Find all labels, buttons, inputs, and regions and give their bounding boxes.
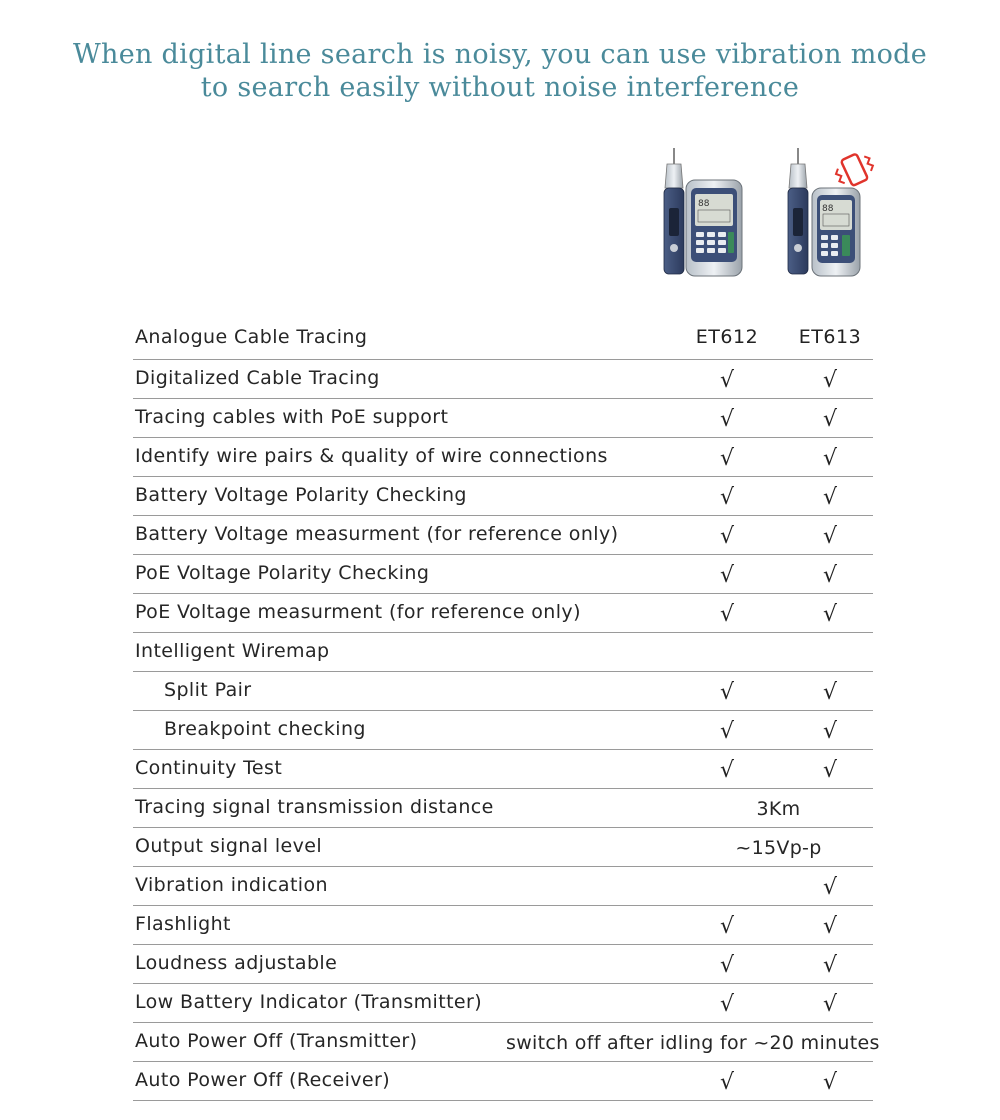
feature-label: Output signal level [135,835,323,857]
feature-label: Identify wire pairs & quality of wire connections [135,445,608,467]
feature-label: Tracing cables with PoE support [135,406,449,428]
et613-device-image [782,148,882,280]
table-row [133,1062,873,1101]
et613-screen-text: 88 [822,204,834,214]
feature-label: Continuity Test [135,757,283,779]
et612-check: √ [719,680,735,705]
et612-check: √ [719,368,735,393]
header-feature-label: Analogue Cable Tracing [135,326,368,348]
et613-check: √ [822,875,838,900]
et613-check: √ [822,563,838,588]
et613-check: √ [822,719,838,744]
feature-label: Tracing signal transmission distance [135,796,494,818]
table-row [133,984,873,1023]
table-row [133,750,873,789]
et612-check: √ [719,524,735,549]
et612-check: √ [719,485,735,510]
feature-label: Vibration indication [135,874,328,896]
vibration-phone-icon [832,149,877,190]
et612-check: √ [719,719,735,744]
et613-check: √ [822,524,838,549]
table-row [133,516,873,555]
table-header-row [133,319,873,360]
feature-label: Auto Power Off (Transmitter) [135,1030,418,1052]
et613-check: √ [822,485,838,510]
table-row [133,594,873,633]
feature-label: PoE Voltage Polarity Checking [135,562,430,584]
et612-check: √ [719,563,735,588]
et613-check: √ [822,953,838,978]
headline-line-2: to search easily without noise interference [200,72,800,103]
et613-check: √ [822,368,838,393]
comparison-table [133,319,880,1101]
table-row [133,945,873,984]
feature-label: Intelligent Wiremap [135,640,330,662]
table-row [133,1023,880,1062]
feature-label: Battery Voltage measurment (for reference only) [135,523,619,545]
feature-label: Battery Voltage Polarity Checking [135,484,467,506]
feature-label: Split Pair [164,679,252,701]
et612-check: √ [719,446,735,471]
et613-check: √ [822,602,838,627]
et612-check: √ [719,914,735,939]
table-row [133,711,873,750]
et612-device-image [658,148,748,280]
feature-label: Low Battery Indicator (Transmitter) [135,991,483,1013]
table-row [133,555,873,594]
et613-check: √ [822,758,838,783]
shared-value: switch off after idling for ~20 minutes [506,1032,880,1054]
table-row [133,867,873,906]
feature-label: Auto Power Off (Receiver) [135,1069,391,1091]
headline [0,38,1000,104]
et613-check: √ [822,1070,838,1095]
feature-label: Flashlight [135,913,231,935]
table-row [133,438,873,477]
et612-check: √ [719,758,735,783]
et612-check: √ [719,953,735,978]
table-row [133,477,873,516]
et612-check: √ [719,602,735,627]
shared-value: ~15Vp-p [735,837,822,859]
feature-label: Digitalized Cable Tracing [135,367,380,389]
table-row [133,399,873,438]
table-row [133,906,873,945]
headline-line-1: When digital line search is noisy, you can use vibration mode [72,39,928,70]
header-et613: ET613 [798,326,862,348]
et612-screen-text: 88 [698,199,710,209]
table-row [133,672,873,711]
table-row [133,633,873,672]
feature-label: PoE Voltage measurment (for reference only) [135,601,581,623]
table-row [133,789,873,828]
et613-check: √ [822,992,838,1017]
et613-check: √ [822,680,838,705]
et612-check: √ [719,407,735,432]
shared-value: 3Km [756,798,801,820]
et613-check: √ [822,446,838,471]
feature-label: Loudness adjustable [135,952,338,974]
et613-check: √ [822,407,838,432]
header-et612: ET612 [695,326,759,348]
et612-check: √ [719,992,735,1017]
et612-check: √ [719,1070,735,1095]
table-row [133,828,873,867]
et613-check: √ [822,914,838,939]
table-row [133,360,873,399]
feature-label: Breakpoint checking [164,718,366,740]
